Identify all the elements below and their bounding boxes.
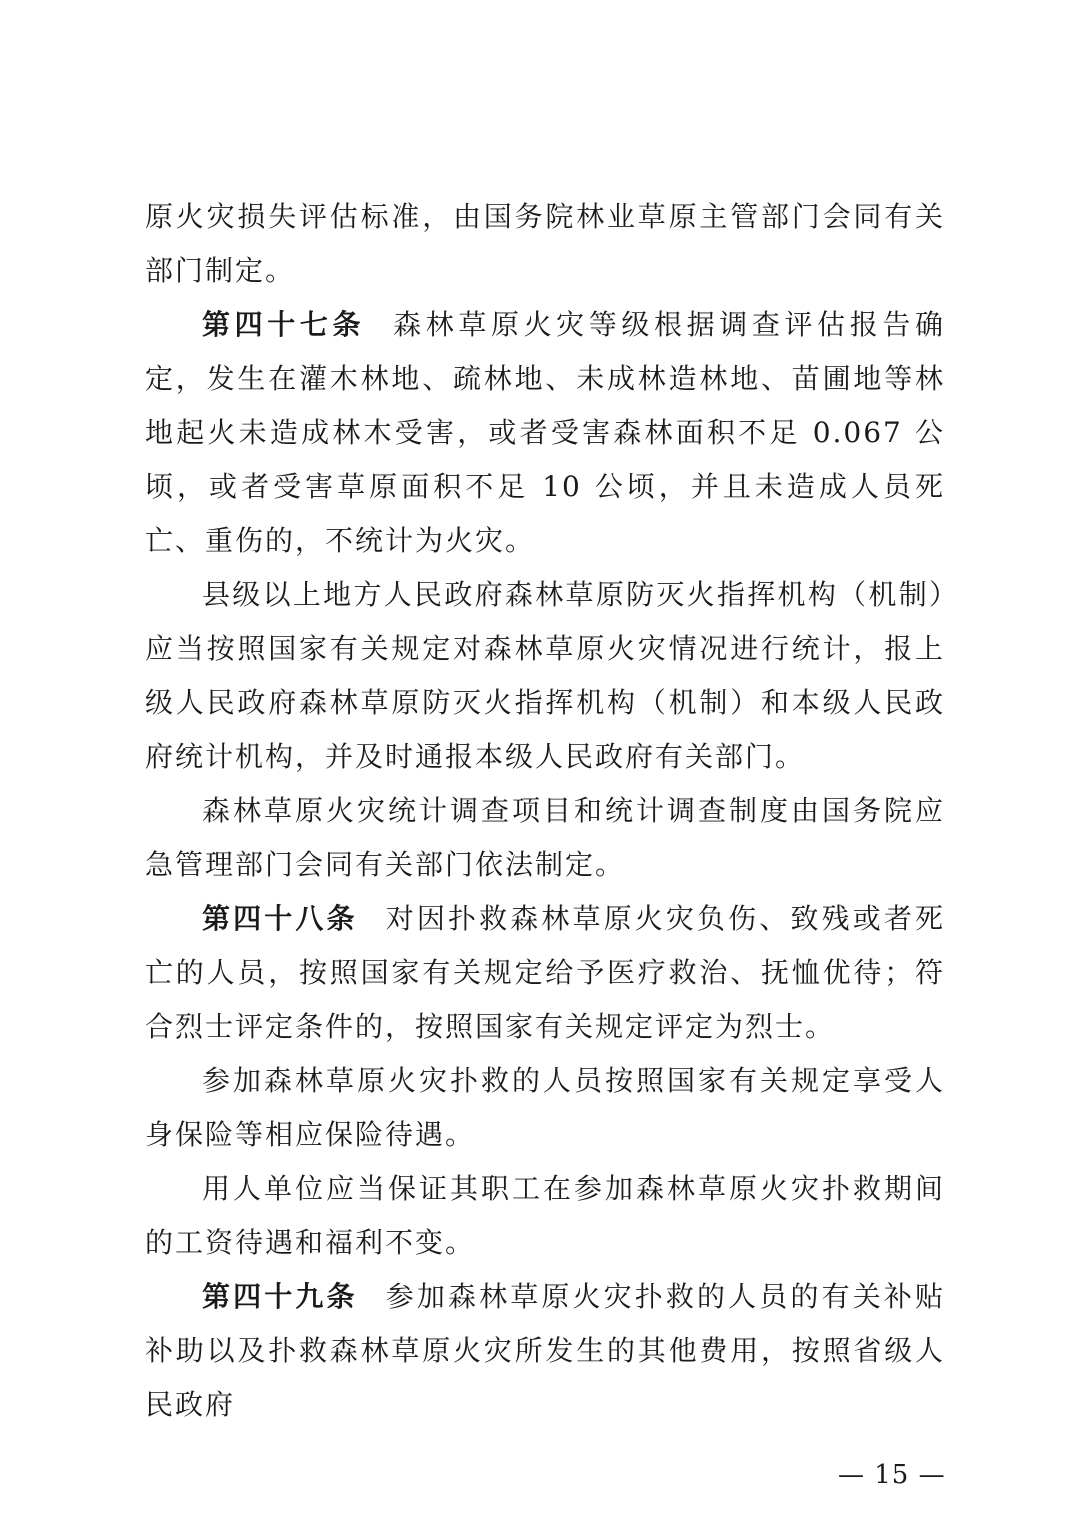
paragraph-continuation (145, 190, 945, 298)
article-heading: 第四十八条 (202, 902, 358, 935)
article-heading: 第四十七条 (202, 308, 366, 341)
paragraph-text: 森林草原火灾等级根据调查评估报告确定，发生在灌木林地、疏林地、未成林造林地、苗圃地等林地起火未造成林木受害，或者受害森林面积不足 0.067 公顷，或者受害草原面积不足 10 公顷，并且未造成人员死亡、重伤的，不统计为火灾。 (145, 308, 945, 557)
paragraph-text: 对因扑救森林草原火灾负伤、致残或者死亡的人员，按照国家有关规定给予医疗救治、抚恤优待；符合烈士评定条件的，按照国家有关规定评定为烈士。 (145, 902, 945, 1043)
article-48-clause-3 (145, 1162, 945, 1270)
article-47-clause-3 (145, 784, 945, 892)
paragraph-text: 用人单位应当保证其职工在参加森林草原火灾扑救期间的工资待遇和福利不变。 (145, 1172, 945, 1259)
page-number: — 15 — (838, 1460, 946, 1490)
paragraph-text: 县级以上地方人民政府森林草原防灭火指挥机构（机制）应当按照国家有关规定对森林草原火灾情况进行统计，报上级人民政府森林草原防灭火指挥机构（机制）和本级人民政府统计机构，并及时通报本级人民政府有关部门。 (145, 578, 945, 773)
document-body (145, 190, 945, 1432)
paragraph-text: 森林草原火灾统计调查项目和统计调查制度由国务院应急管理部门会同有关部门依法制定。 (145, 794, 945, 881)
paragraph-text: 参加森林草原火灾扑救的人员按照国家有关规定享受人身保险等相应保险待遇。 (145, 1064, 945, 1151)
paragraph-text: 参加森林草原火灾扑救的人员的有关补贴补助以及扑救森林草原火灾所发生的其他费用，按照省级人民政府 (145, 1280, 945, 1421)
article-48-paragraph (145, 892, 945, 1054)
article-47-paragraph (145, 298, 945, 568)
article-48-clause-2 (145, 1054, 945, 1162)
paragraph-text: 原火灾损失评估标准，由国务院林业草原主管部门会同有关部门制定。 (145, 200, 945, 287)
article-47-clause-2 (145, 568, 945, 784)
article-heading: 第四十九条 (202, 1280, 358, 1313)
article-49-paragraph (145, 1270, 945, 1432)
